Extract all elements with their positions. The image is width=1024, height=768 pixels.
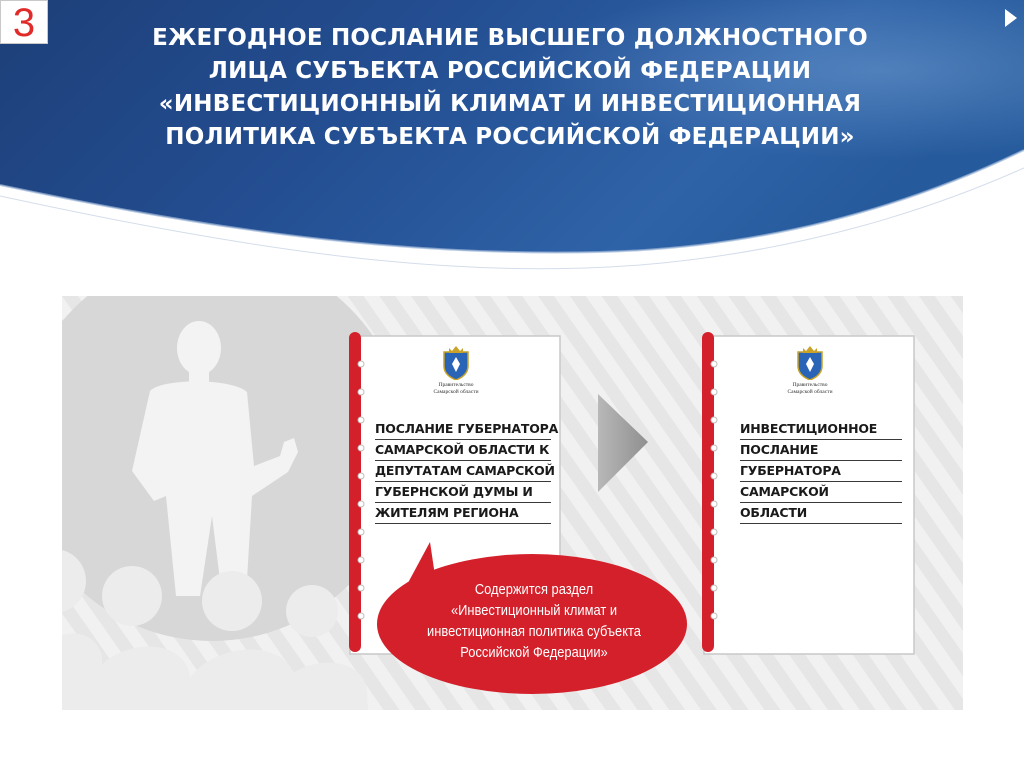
right-card-text [740, 419, 902, 524]
callout-text: Содержится раздел «Инвестиционный климат и инвестиционная политика субъекта Российской Федерации» [427, 581, 641, 661]
card-line: ПОСЛАНИЕ [740, 440, 902, 461]
page-title [95, 22, 925, 154]
card-line: САМАРСКОЙ [740, 482, 902, 503]
title-line: ЛИЦА СУБЪЕКТА РОССИЙСКОЙ ФЕДЕРАЦИИ [208, 58, 812, 84]
coat-of-arms-icon [441, 344, 471, 380]
card-line: ПОСЛАНИЕ ГУБЕРНАТОРА [375, 419, 551, 440]
card-line: ОБЛАСТИ [740, 503, 902, 524]
card-line: ИНВЕСТИЦИОННОЕ [740, 419, 902, 440]
org-label: Правительство Самарской области [787, 382, 833, 395]
title-line: «ИНВЕСТИЦИОННЫЙ КЛИМАТ И ИНВЕСТИЦИОННАЯ [158, 91, 862, 117]
title-line: ПОЛИТИКА СУБЪЕКТА РОССИЙСКОЙ ФЕДЕРАЦИИ» [165, 124, 855, 150]
arrow-right-icon [1004, 8, 1018, 28]
card-line: ЖИТЕЛЯМ РЕГИОНА [375, 503, 551, 524]
card-line: САМАРСКОЙ ОБЛАСТИ К [375, 440, 551, 461]
slide-number: 3 [0, 0, 48, 44]
title-line: ЕЖЕГОДНОЕ ПОСЛАНИЕ ВЫСШЕГО ДОЛЖНОСТНОГО [152, 25, 868, 51]
coat-of-arms-icon [795, 344, 825, 380]
card-line: ГУБЕРНАТОРА [740, 461, 902, 482]
card-line: ГУБЕРНСКОЙ ДУМЫ И [375, 482, 551, 503]
card-line: ДЕПУТАТАМ САМАРСКОЙ [375, 461, 551, 482]
left-card-text [375, 419, 559, 524]
org-label: Правительство Самарской области [433, 382, 479, 395]
